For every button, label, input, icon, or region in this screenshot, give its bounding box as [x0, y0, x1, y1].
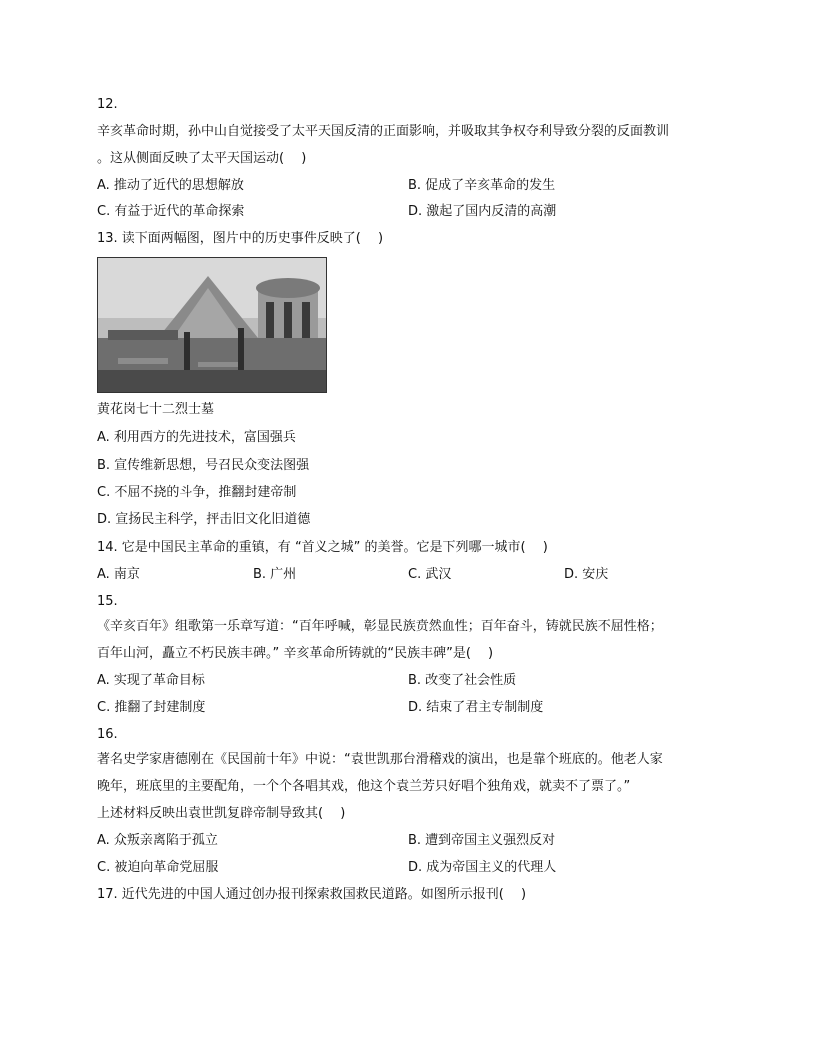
q14-stem: 14. 它是中国民主革命的重镇，有 “首义之城” 的美誉。它是下列哪一城市( ): [97, 540, 548, 555]
q13-option-a: A. 利用西方的先进技术，富国强兵: [97, 430, 296, 445]
q15-stem-line2: 百年山河，矗立不朽民族丰碑。” 辛亥革命所铸就的“民族丰碑”是( ): [97, 646, 494, 661]
q16-stem-line2: 晚年，班底里的主要配角，一个个各唱其戏，他这个袁兰芳只好唱个独角戏，就卖不了票了。”: [97, 779, 631, 794]
q15-option-a: A. 实现了革命目标: [97, 673, 205, 688]
q16-option-b: B. 遭到帝国主义强烈反对: [408, 833, 556, 848]
q13-photo-caption: 黄花岗七十二烈士墓: [97, 402, 215, 417]
q12-option-a: A. 推动了近代的思想解放: [97, 178, 244, 193]
q14-option-b: B. 广州: [253, 567, 297, 582]
q15-option-d: D. 结束了君主专制制度: [408, 700, 544, 715]
q17-stem: 17. 近代先进的中国人通过创办报刊探索救国救民道路。如图所示报刊( ): [97, 887, 527, 902]
q16-option-c: C. 被迫向革命党屈服: [97, 860, 219, 875]
q15-stem-line1: 《辛亥百年》组歌第一乐章写道：“百年呼喊，彰显民族贲然血性；百年奋斗，铸就民族不屈性格；: [97, 619, 663, 634]
q16-stem-line3: 上述材料反映出袁世凯复辟帝制导致其( ): [97, 806, 346, 821]
q15-number: 15.: [97, 594, 118, 609]
q12-stem-line1: 辛亥革命时期，孙中山自觉接受了太平天国反清的正面影响，并吸取其争权夺利导致分裂的反面教训: [97, 124, 670, 139]
q12-option-b: B. 促成了辛亥革命的发生: [408, 178, 556, 193]
q16-stem-line1: 著名史学家唐德刚在《民国前十年》中说：“袁世凯那台滑稽戏的演出，也是靠个班底的。他老人家: [97, 752, 663, 767]
q12-number: 12.: [97, 97, 118, 112]
mausoleum-photo: [97, 257, 327, 393]
q16-option-a: A. 众叛亲离陷于孤立: [97, 833, 218, 848]
q16-number: 16.: [97, 727, 118, 742]
q13-stem: 13. 读下面两幅图，图片中的历史事件反映了( ): [97, 231, 384, 246]
q15-option-b: B. 改变了社会性质: [408, 673, 517, 688]
q13-option-c: C. 不屈不挠的斗争，推翻封建帝制: [97, 485, 297, 500]
q14-option-a: A. 南京: [97, 567, 140, 582]
q12-option-c: C. 有益于近代的革命探索: [97, 204, 245, 219]
q15-option-c: C. 推翻了封建制度: [97, 700, 206, 715]
q13-option-b: B. 宣传维新思想，号召民众变法图强: [97, 458, 310, 473]
q14-option-c: C. 武汉: [408, 567, 452, 582]
q12-option-d: D. 激起了国内反清的高潮: [408, 204, 557, 219]
q14-option-d: D. 安庆: [564, 567, 609, 582]
q16-option-d: D. 成为帝国主义的代理人: [408, 860, 557, 875]
q13-option-d: D. 宣扬民主科学，抨击旧文化旧道德: [97, 512, 311, 527]
q12-stem-line2: 。这从侧面反映了太平天国运动( ): [97, 151, 307, 166]
